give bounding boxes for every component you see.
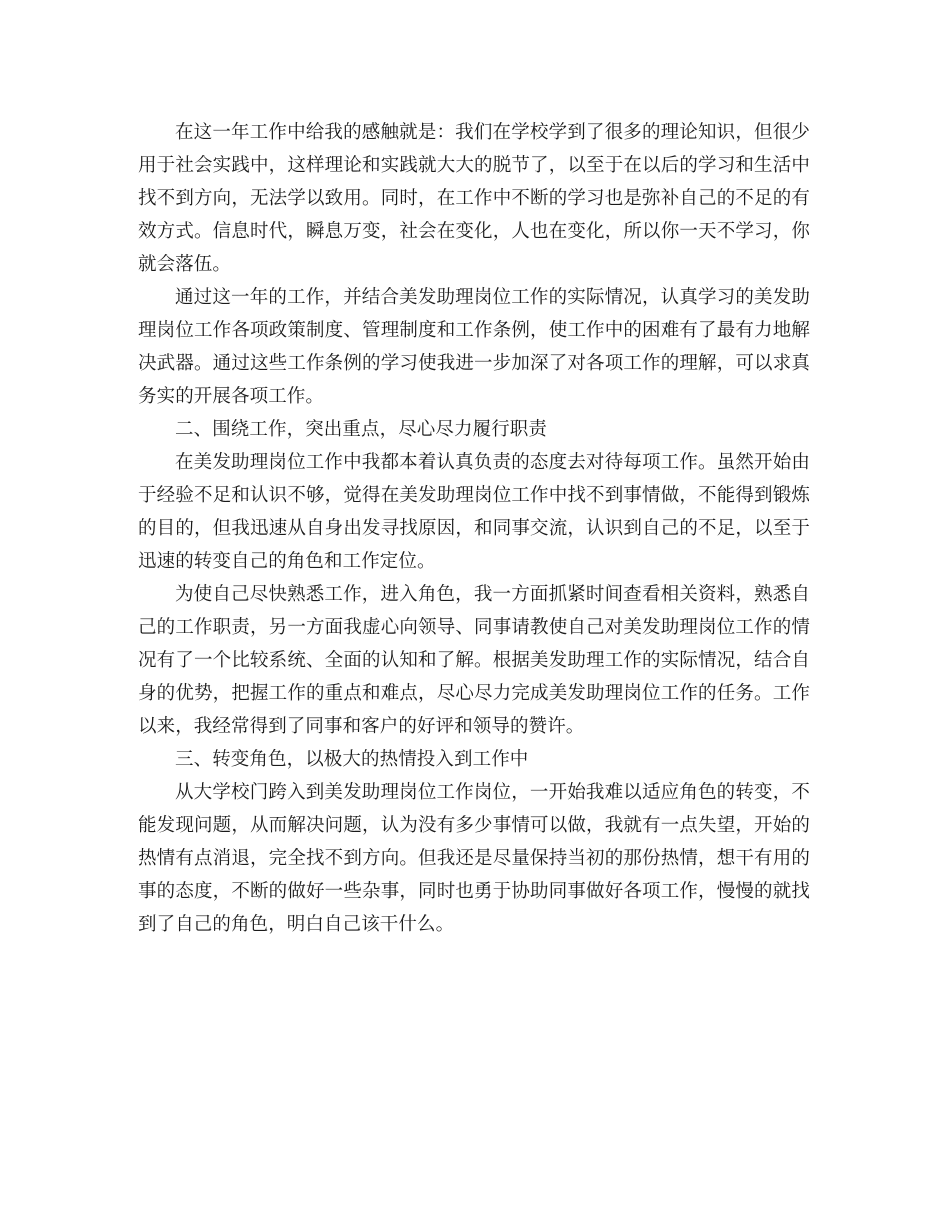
section-heading-2: 二、围绕工作，突出重点，尽心尽力履行职责 bbox=[175, 419, 548, 440]
section-heading-3: 三、转变角色，以极大的热情投入到工作中 bbox=[175, 749, 529, 770]
paragraph-role-change: 从大学校门跨入到美发助理岗位工作岗位，一开始我难以适应角色的转变，不能发现问题，从而解决问题，认为没有多少事情可以做，我就有一点失望，开始的热情有点消退，完全找不到方向。但我还是尽量保持当初的那份热情，想干有用的事的态度，不断的做好一些杂事，同时也勇于协助同事做好各项工作，慢慢的就找到了自己的角色，明白自己该干什么。 bbox=[138, 782, 810, 935]
document-body bbox=[138, 116, 810, 941]
paragraph-regulations: 通过这一年的工作，并结合美发助理岗位工作的实际情况，认真学习的美发助理岗位工作各项政策制度、管理制度和工作条例，使工作中的困难有了最有力地解决武器。通过这些工作条例的学习使我进一步加深了对各项工作的理解，可以求真务实的开展各项工作。 bbox=[138, 287, 810, 407]
paragraph-responsibility: 在美发助理岗位工作中我都本着认真负责的态度去对待每项工作。虽然开始由于经验不足和认识不够，觉得在美发助理岗位工作中找不到事情做，不能得到锻炼的目的，但我迅速从自身出发寻找原因，和同事交流，认识到自己的不足，以至于迅速的转变自己的角色和工作定位。 bbox=[138, 452, 810, 572]
paragraph-familiarize: 为使自己尽快熟悉工作，进入角色，我一方面抓紧时间查看相关资料，熟悉自己的工作职责，另一方面我虚心向领导、同事请教使自己对美发助理岗位工作的情况有了一个比较系统、全面的认知和了解。根据美发助理工作的实际情况，结合自身的优势，把握工作的重点和难点，尽心尽力完成美发助理岗位工作的任务。工作以来，我经常得到了同事和客户的好评和领导的赞许。 bbox=[138, 584, 810, 737]
paragraph-reflection: 在这一年工作中给我的感触就是：我们在学校学到了很多的理论知识，但很少用于社会实践中，这样理论和实践就大大的脱节了，以至于在以后的学习和生活中找不到方向，无法学以致用。同时，在工作中不断的学习也是弥补自己的不足的有效方式。信息时代，瞬息万变，社会在变化，人也在变化，所以你一天不学习，你就会落伍。 bbox=[138, 122, 810, 275]
